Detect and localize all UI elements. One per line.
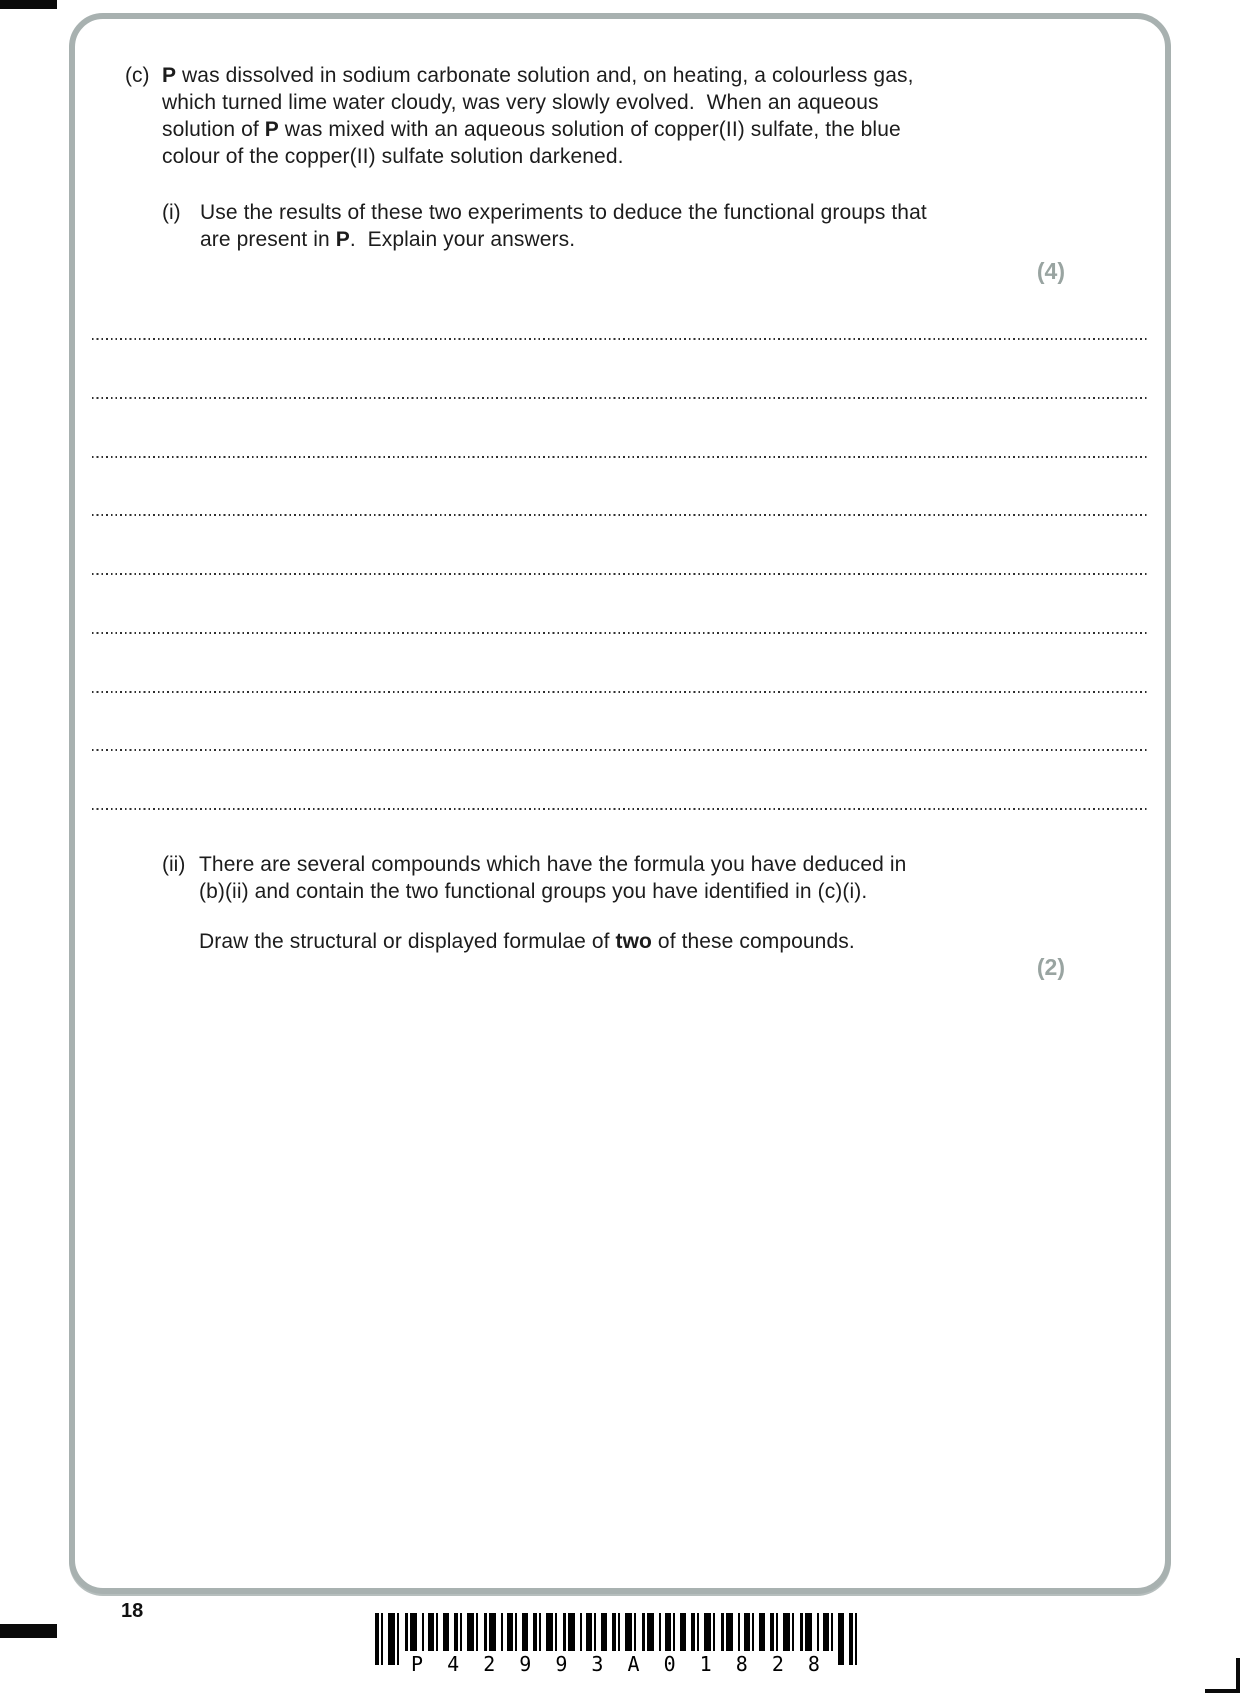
answer-dotted-line[interactable] xyxy=(92,691,1147,694)
print-mark-top-left xyxy=(0,0,57,9)
question-text-line: solution of P was mixed with an aqueous solution of copper(II) sulfate, the blue xyxy=(162,118,901,141)
question-text-line: Draw the structural or displayed formulae of two of these compounds. xyxy=(199,930,855,953)
answer-dotted-line[interactable] xyxy=(92,456,1147,459)
marks-badge-cii: (2) xyxy=(1036,954,1065,980)
answer-dotted-line[interactable] xyxy=(92,514,1147,517)
exam-barcode xyxy=(375,1613,862,1676)
print-mark-bottom-left xyxy=(0,1624,57,1638)
print-mark-bottom-right-vertical xyxy=(1236,1658,1240,1693)
question-text-line: are present in P. Explain your answers. xyxy=(200,228,576,251)
question-ci-label: (i) xyxy=(162,201,181,224)
answer-dotted-line[interactable] xyxy=(92,397,1147,400)
barcode-text: P 4 2 9 9 3 A 0 1 8 2 8 xyxy=(403,1651,834,1677)
answer-dotted-line[interactable] xyxy=(92,573,1147,576)
page-number: 18 xyxy=(121,1600,144,1622)
answer-dotted-line[interactable] xyxy=(92,808,1147,811)
answer-dotted-line[interactable] xyxy=(92,632,1147,635)
answer-dotted-line[interactable] xyxy=(92,338,1147,341)
question-cii-label: (ii) xyxy=(162,853,186,876)
answer-dotted-line[interactable] xyxy=(92,749,1147,752)
question-text-line: which turned lime water cloudy, was very slowly evolved. When an aqueous xyxy=(162,91,879,114)
question-text-line: colour of the copper(II) sulfate solution darkened. xyxy=(162,145,624,168)
question-text-line: There are several compounds which have the formula you have deduced in xyxy=(199,853,907,876)
question-text-line: P was dissolved in sodium carbonate solution and, on heating, a colourless gas, xyxy=(162,64,914,87)
marks-badge-ci: (4) xyxy=(1036,258,1065,284)
question-text-line: (b)(ii) and contain the two functional groups you have identified in (c)(i). xyxy=(199,880,868,903)
print-mark-bottom-right-horizontal xyxy=(1205,1689,1240,1693)
question-text-line: Use the results of these two experiments to deduce the functional groups that xyxy=(200,201,927,224)
question-c-label: (c) xyxy=(125,64,150,87)
